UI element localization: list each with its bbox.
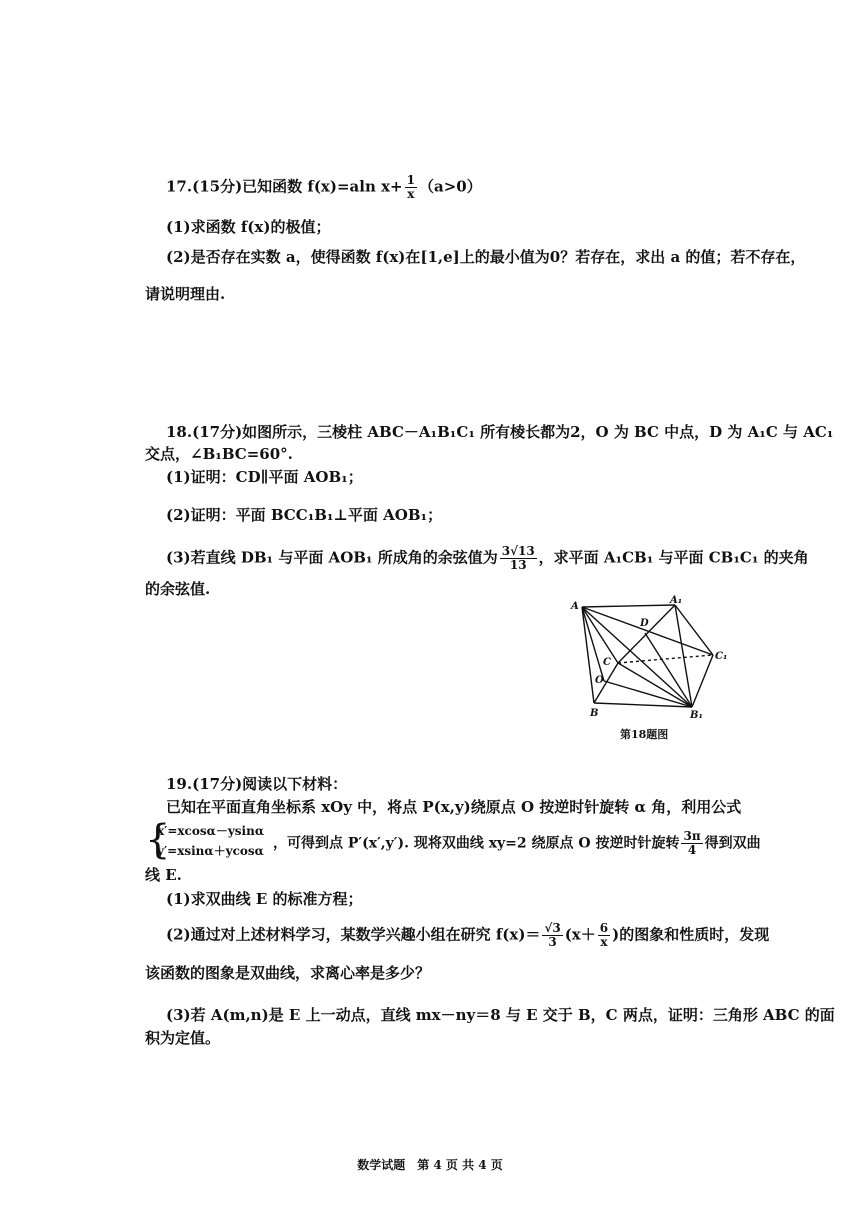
q19-angle-denominator: 4 [687,843,697,857]
q19-material-suffix: 得到双曲 [704,835,761,852]
q18-cosine-numerator: 3√13 [501,544,535,558]
q19-equation-y: y′=xsinα＋ycosα [157,844,264,858]
vertex-label-c: C [603,657,611,668]
q19-part2-mid: (x＋ [564,925,596,944]
edge-a-b [582,607,594,703]
edge-c-c1 [618,655,713,663]
vertex-label-b1: B₁ [690,710,703,721]
q17-part2: (2)是否存在实数 a，使得函数 f(x)在[1,e]上的最小值为0？若存在，求出 a 的值；若不存在， [166,248,806,266]
q19-term-numerator: 6 [599,921,609,935]
q18-part2: (2)证明：平面 BCC₁B₁⊥平面 AOB₁； [166,506,443,524]
q17-fraction-denominator: x [407,187,415,201]
q19-term-denominator: x [600,935,608,949]
q19-material-end: 线 E. [145,866,182,884]
q18-cosine-denominator: 13 [509,558,527,572]
vertex-label-b: B [590,708,599,719]
q19-part3: (3)若 A(m,n)是 E 上一动点，直线 mx－ny＝8 与 E 交于 B，C 两点，证明：三角形 ABC 的面 [166,1006,835,1024]
q17-stem-suffix: （a>0） [418,177,482,196]
q18-figure-caption: 第18题图 [620,728,669,741]
vertex-label-o: O [595,675,604,686]
q18-part3-continued: 的余弦值. [145,580,211,598]
q19-coef-numerator: √3 [544,921,561,935]
q19-part2 [166,921,770,949]
q18-prism-figure [560,595,740,745]
edge-a-c1 [582,607,713,655]
q18-stem-continued: 交点，∠B₁BC=60°. [145,445,293,463]
edge-a1-b1 [675,605,692,707]
edge-b-b1 [594,703,692,707]
q17-stem-prefix: 17.(15分)已知函数 f(x)=aln x+ [166,177,403,196]
q17-fraction-numerator: 1 [406,173,415,187]
q19-part1: (1)求双曲线 E 的标准方程； [166,890,363,908]
q19-part2-suffix: )的图象和性质时，发现 [612,925,770,944]
q17-part2-continued: 请说明理由. [145,285,226,303]
vertex-label-a1: A₁ [670,595,683,606]
q17-fraction [405,174,417,201]
edge-o-b1 [604,681,692,707]
edge-a-b1 [582,607,692,707]
edge-a1-c [618,605,675,663]
q18-part1: (1)证明：CD∥平面 AOB₁； [166,468,363,486]
edge-c-b1 [618,663,692,707]
page-footer: 数学试题 第 4 页 共 4 页 [357,1158,503,1172]
q18-part3-suffix: ，求平面 A₁CB₁ 与平面 CB₁C₁ 的夹角 [538,548,809,567]
q19-part2-continued: 该函数的图象是双曲线，求离心率是多少？ [145,964,431,982]
edge-a-a1 [582,605,675,607]
q19-coef-denominator: 3 [548,935,557,949]
vertex-label-a: A [571,601,579,612]
q18-cosine-fraction [500,545,537,572]
q17-part1: (1)求函数 f(x)的极值； [166,218,331,236]
q19-material-mid: ，可得到点 P′(x′,y′). 现将双曲线 xy=2 绕原点 O 按逆时针旋转 [273,835,680,852]
q19-angle-fraction [681,830,702,857]
q19-stem: 19.(17分)阅读以下材料： [166,775,348,793]
q19-term-fraction [598,922,610,949]
edge-a-o [582,607,604,681]
q19-material-continued [273,830,761,857]
q19-part2-prefix: (2)通过对上述材料学习，某数学兴趣小组在研究 f(x)＝ [166,925,541,944]
q19-rotation-system [145,817,761,863]
q19-material-line: 已知在平面直角坐标系 xOy 中，将点 P(x,y)绕原点 O 按逆时针旋转 α 角，利用公式 [166,798,742,816]
q19-part3-continued: 积为定值。 [145,1029,221,1047]
q19-coef-fraction [542,922,562,949]
q19-brace: { [145,817,171,863]
vertex-label-d: D [640,618,649,629]
q17-stem [166,174,756,201]
q18-part3-prefix: (3)若直线 DB₁ 与平面 AOB₁ 所成角的余弦值为 [166,548,498,567]
q19-equation-x: x′=xcosα－ysinα [157,824,265,838]
q18-stem: 18.(17分)如图所示，三棱柱 ABC－A₁B₁C₁ 所有棱长都为2，O 为 BC 中点，D 为 A₁C 与 AC₁ [166,423,834,441]
q18-part3 [166,544,809,572]
q19-angle-numerator: 3π [683,829,701,843]
vertex-label-c1: C₁ [715,651,728,662]
edge-c1-b1 [692,655,713,707]
